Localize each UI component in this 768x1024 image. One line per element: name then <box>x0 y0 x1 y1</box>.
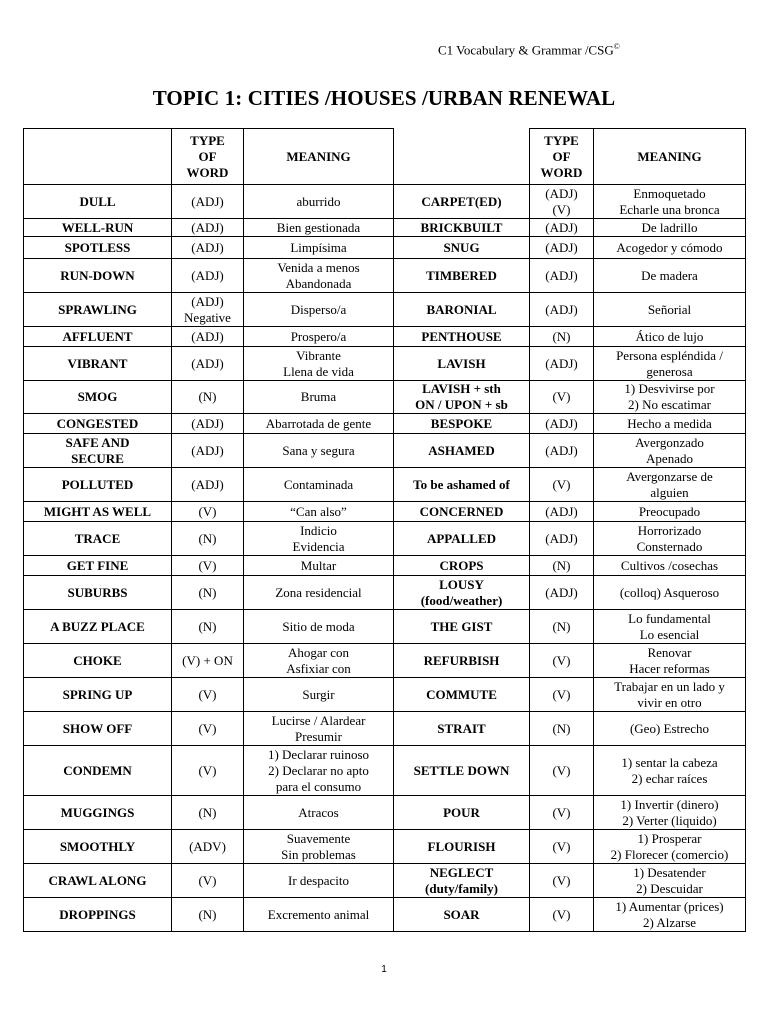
type-left: (ADJ) Negative <box>172 293 244 327</box>
type-left: (V) <box>172 556 244 576</box>
meaning-right: Enmoquetado Echarle una bronca <box>594 185 746 219</box>
vocabulary-table <box>23 128 746 932</box>
word-right: LAVISH + sth ON / UPON + sb <box>394 381 530 414</box>
type-right: (V) <box>530 678 594 712</box>
word-left: DROPPINGS <box>24 898 172 932</box>
word-left: VIBRANT <box>24 347 172 381</box>
type-right: (V) <box>530 468 594 502</box>
meaning-right: Horrorizado Consternado <box>594 522 746 556</box>
table-row <box>24 327 746 347</box>
table-row <box>24 864 746 898</box>
table-row <box>24 610 746 644</box>
header-meaning-right: MEANING <box>594 129 746 185</box>
word-right: THE GIST <box>394 610 530 644</box>
page-header <box>438 42 620 58</box>
word-right: SNUG <box>394 237 530 259</box>
meaning-left: 1) Declarar ruinoso 2) Declarar no apto para el consumo <box>244 746 394 796</box>
table-row <box>24 746 746 796</box>
meaning-right: 1) Invertir (dinero) 2) Verter (liquido) <box>594 796 746 830</box>
type-right: (ADJ) <box>530 219 594 237</box>
word-left: MIGHT AS WELL <box>24 502 172 522</box>
page-title: TOPIC 1: CITIES /HOUSES /URBAN RENEWAL <box>152 86 616 110</box>
table-row <box>24 237 746 259</box>
type-right: (V) <box>530 796 594 830</box>
meaning-right: 1) Prosperar 2) Florecer (comercio) <box>594 830 746 864</box>
type-right: (ADJ) <box>530 522 594 556</box>
word-left: DULL <box>24 185 172 219</box>
type-right: (ADJ) <box>530 237 594 259</box>
header-type-of-word-right: TYPE OF WORD <box>530 129 594 185</box>
copyright-mark: © <box>613 42 620 51</box>
type-right: (N) <box>530 712 594 746</box>
meaning-left: Indicio Evidencia <box>244 522 394 556</box>
word-right: STRAIT <box>394 712 530 746</box>
meaning-right: Avergonzado Apenado <box>594 434 746 468</box>
table-row <box>24 678 746 712</box>
meaning-left: Zona residencial <box>244 576 394 610</box>
type-left: (ADJ) <box>172 327 244 347</box>
meaning-left: Sana y segura <box>244 434 394 468</box>
type-left: (N) <box>172 610 244 644</box>
meaning-left: Surgir <box>244 678 394 712</box>
type-right: (N) <box>530 610 594 644</box>
type-right: (ADJ) <box>530 434 594 468</box>
type-right: (ADJ) <box>530 502 594 522</box>
table-header-row <box>24 129 746 185</box>
table-row <box>24 502 746 522</box>
type-right: (V) <box>530 746 594 796</box>
word-right: LAVISH <box>394 347 530 381</box>
meaning-right: 1) Desatender 2) Descuidar <box>594 864 746 898</box>
table-row <box>24 381 746 414</box>
type-left: (N) <box>172 522 244 556</box>
table-row <box>24 219 746 237</box>
meaning-left: Venida a menos Abandonada <box>244 259 394 293</box>
meaning-right: Señorial <box>594 293 746 327</box>
type-left: (N) <box>172 796 244 830</box>
meaning-right: 1) sentar la cabeza 2) echar raíces <box>594 746 746 796</box>
meaning-left: Abarrotada de gente <box>244 414 394 434</box>
word-left: RUN-DOWN <box>24 259 172 293</box>
meaning-right: (Geo) Estrecho <box>594 712 746 746</box>
word-left: CRAWL ALONG <box>24 864 172 898</box>
type-left: (ADV) <box>172 830 244 864</box>
meaning-right: Hecho a medida <box>594 414 746 434</box>
word-right: PENTHOUSE <box>394 327 530 347</box>
table-row <box>24 830 746 864</box>
type-right: (V) <box>530 898 594 932</box>
word-left: CONGESTED <box>24 414 172 434</box>
meaning-left: Excremento animal <box>244 898 394 932</box>
type-left: (ADJ) <box>172 237 244 259</box>
meaning-left: Contaminada <box>244 468 394 502</box>
type-right: (ADJ) <box>530 576 594 610</box>
type-right: (ADJ) <box>530 414 594 434</box>
meaning-left: Lucirse / Alardear Presumir <box>244 712 394 746</box>
word-right: BRICKBUILT <box>394 219 530 237</box>
word-right: COMMUTE <box>394 678 530 712</box>
type-left: (ADJ) <box>172 347 244 381</box>
word-right: CONCERNED <box>394 502 530 522</box>
meaning-left: Ir despacito <box>244 864 394 898</box>
word-right: ASHAMED <box>394 434 530 468</box>
type-left: (N) <box>172 381 244 414</box>
table-row <box>24 293 746 327</box>
meaning-left: Vibrante Llena de vida <box>244 347 394 381</box>
table-row <box>24 576 746 610</box>
word-left: SPRING UP <box>24 678 172 712</box>
word-right: SETTLE DOWN <box>394 746 530 796</box>
meaning-right: Lo fundamental Lo esencial <box>594 610 746 644</box>
type-left: (ADJ) <box>172 468 244 502</box>
type-left: (ADJ) <box>172 414 244 434</box>
header-meaning-left: MEANING <box>244 129 394 185</box>
meaning-right: Preocupado <box>594 502 746 522</box>
word-left: GET FINE <box>24 556 172 576</box>
word-right: TIMBERED <box>394 259 530 293</box>
word-right: FLOURISH <box>394 830 530 864</box>
type-left: (ADJ) <box>172 434 244 468</box>
word-right: APPALLED <box>394 522 530 556</box>
word-right: LOUSY (food/weather) <box>394 576 530 610</box>
type-left: (N) <box>172 898 244 932</box>
meaning-right: Persona espléndida / generosa <box>594 347 746 381</box>
word-left: SMOOTHLY <box>24 830 172 864</box>
word-left: CONDEMN <box>24 746 172 796</box>
table-row <box>24 347 746 381</box>
meaning-left: Ahogar con Asfixiar con <box>244 644 394 678</box>
word-right: SOAR <box>394 898 530 932</box>
meaning-right: Avergonzarse de alguien <box>594 468 746 502</box>
word-right: NEGLECT (duty/family) <box>394 864 530 898</box>
meaning-left: Suavemente Sin problemas <box>244 830 394 864</box>
word-right: BESPOKE <box>394 414 530 434</box>
table-row <box>24 522 746 556</box>
word-left: SHOW OFF <box>24 712 172 746</box>
type-left: (V) <box>172 746 244 796</box>
table-row <box>24 414 746 434</box>
type-right: (ADJ) <box>530 293 594 327</box>
word-left: SMOG <box>24 381 172 414</box>
type-left: (N) <box>172 576 244 610</box>
word-left: SAFE AND SECURE <box>24 434 172 468</box>
word-right: POUR <box>394 796 530 830</box>
meaning-left: Prospero/a <box>244 327 394 347</box>
meaning-left: “Can also” <box>244 502 394 522</box>
page-number: 1 <box>381 964 387 975</box>
word-right: REFURBISH <box>394 644 530 678</box>
meaning-left: Limpísima <box>244 237 394 259</box>
table-row <box>24 898 746 932</box>
vocabulary-rows <box>24 185 746 932</box>
word-left: AFFLUENT <box>24 327 172 347</box>
meaning-right: De madera <box>594 259 746 293</box>
type-left: (V) <box>172 864 244 898</box>
meaning-left: Bien gestionada <box>244 219 394 237</box>
word-right: BARONIAL <box>394 293 530 327</box>
meaning-left: Bruma <box>244 381 394 414</box>
word-left: SUBURBS <box>24 576 172 610</box>
table-row <box>24 259 746 293</box>
meaning-right: Trabajar en un lado y vivir en otro <box>594 678 746 712</box>
word-right: To be ashamed of <box>394 468 530 502</box>
meaning-left: Multar <box>244 556 394 576</box>
word-left: SPRAWLING <box>24 293 172 327</box>
table-row <box>24 185 746 219</box>
type-left: (V) <box>172 678 244 712</box>
type-left: (V) <box>172 502 244 522</box>
table-row <box>24 556 746 576</box>
type-left: (V) + ON <box>172 644 244 678</box>
word-left: TRACE <box>24 522 172 556</box>
type-right: (V) <box>530 864 594 898</box>
table-row <box>24 712 746 746</box>
header-blank-cell-left <box>24 129 172 185</box>
table-row <box>24 468 746 502</box>
word-left: CHOKE <box>24 644 172 678</box>
word-left: A BUZZ PLACE <box>24 610 172 644</box>
type-left: (ADJ) <box>172 219 244 237</box>
meaning-right: 1) Desvivirse por 2) No escatimar <box>594 381 746 414</box>
type-right: (ADJ) (V) <box>530 185 594 219</box>
table-row <box>24 796 746 830</box>
type-right: (V) <box>530 381 594 414</box>
word-right: CARPET(ED) <box>394 185 530 219</box>
meaning-right: 1) Aumentar (prices) 2) Alzarse <box>594 898 746 932</box>
type-right: (ADJ) <box>530 347 594 381</box>
header-type-of-word-left: TYPE OF WORD <box>172 129 244 185</box>
word-left: SPOTLESS <box>24 237 172 259</box>
meaning-left: aburrido <box>244 185 394 219</box>
word-left: WELL-RUN <box>24 219 172 237</box>
type-right: (N) <box>530 327 594 347</box>
meaning-right: (colloq) Asqueroso <box>594 576 746 610</box>
table-row <box>24 644 746 678</box>
word-left: MUGGINGS <box>24 796 172 830</box>
type-left: (V) <box>172 712 244 746</box>
word-left: POLLUTED <box>24 468 172 502</box>
type-left: (ADJ) <box>172 259 244 293</box>
type-right: (N) <box>530 556 594 576</box>
meaning-left: Disperso/a <box>244 293 394 327</box>
header-text: C1 Vocabulary & Grammar /CSG <box>438 42 614 58</box>
meaning-left: Sitio de moda <box>244 610 394 644</box>
meaning-right: De ladrillo <box>594 219 746 237</box>
table-row <box>24 434 746 468</box>
meaning-right: Acogedor y cómodo <box>594 237 746 259</box>
header-blank-cell-right <box>394 129 530 185</box>
meaning-right: Cultivos /cosechas <box>594 556 746 576</box>
type-right: (ADJ) <box>530 259 594 293</box>
word-right: CROPS <box>394 556 530 576</box>
meaning-right: Renovar Hacer reformas <box>594 644 746 678</box>
type-right: (V) <box>530 644 594 678</box>
type-left: (ADJ) <box>172 185 244 219</box>
meaning-right: Ático de lujo <box>594 327 746 347</box>
meaning-left: Atracos <box>244 796 394 830</box>
type-right: (V) <box>530 830 594 864</box>
